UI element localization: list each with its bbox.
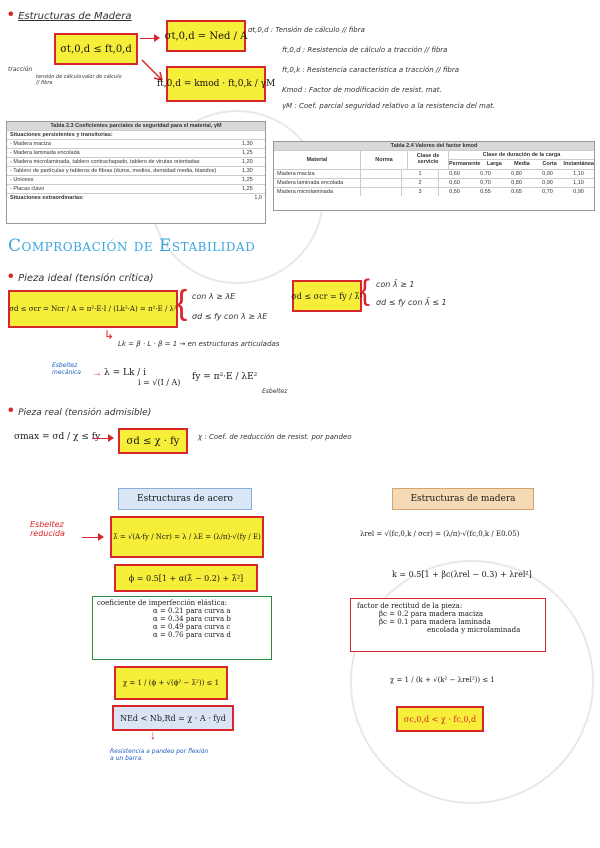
bullet: • (8, 6, 14, 23)
notes-list (248, 26, 598, 110)
col-clase: Clase de servicio (407, 151, 448, 169)
table-cell-value: 0,55 (480, 189, 491, 195)
table-row (7, 148, 265, 157)
col-norma: Norma (360, 151, 407, 169)
arrow: → (92, 368, 102, 379)
eq-main (54, 33, 138, 65)
note-item: ft,0,d : Resistencia de cálculo a tracción // fibra (282, 46, 448, 54)
table-rows (7, 139, 265, 193)
arrow (82, 537, 102, 538)
esbeltez-arrow: Esbeltez (262, 388, 288, 395)
table-cell-value: 1,10 (573, 180, 584, 186)
acero-eq4-text: NEd < Nb,Rd = χ · A · fyd (120, 713, 226, 723)
coef-item: α = 0.21 para curva a (153, 607, 231, 615)
table-cell-label: - Uniones (10, 177, 34, 183)
cond4: σd ≤ fy con λ̄ ≤ 1 (376, 298, 447, 307)
madera-header-text: Estructuras de madera (410, 494, 516, 504)
note-item: ft,0,k : Resistencia característica a tracción // fibra (282, 66, 459, 74)
acero-eq3-text: χ = 1 / (ϕ + √(ϕ² − λ̄²)) ≤ 1 (122, 679, 220, 687)
eq-lambda: λ = Lk / i (104, 368, 147, 378)
pieza-ideal-title: Pieza ideal (tensión crítica) (18, 273, 154, 284)
table-gamma-m (6, 121, 266, 224)
corner-arrow: ↳ (104, 328, 115, 342)
table-cell-label: - Madera laminada encolada (10, 150, 80, 156)
table-cell-value: 0,70 (480, 180, 491, 186)
note-item: γM : Coef. parcial seguridad relativo a la resistencia del mat. (282, 102, 496, 110)
table-kmod (273, 141, 595, 211)
madera-factor-box (350, 598, 546, 652)
table-cell-material: Madera microlaminada (277, 189, 333, 195)
table-cell-value: 0,70 (542, 189, 553, 195)
sub-col: Permanente (449, 161, 481, 167)
table-footer-label: Situaciones extraordinarias: (10, 195, 84, 201)
note-item: σt,0,d : Tensión de cálculo // fibra (248, 26, 365, 34)
madera-eq4-text: σc,0,d < χ · fc,0,d (403, 714, 477, 724)
table-row (7, 184, 265, 193)
coef-title: coeficiente de imperfección elástica: (97, 599, 228, 607)
table-cell-value: 0,60 (449, 180, 460, 186)
eq-sigma (166, 20, 246, 52)
bullet: • (8, 268, 14, 285)
acero-eq2-text: ϕ = 0.5[1 + α(λ̄ − 0.2) + λ̄²] (128, 573, 244, 583)
coef-list (153, 607, 267, 639)
eq-max: σmax = σd / χ ≤ fy (14, 432, 101, 442)
factor-line: βc = 0.2 para madera maciza (379, 610, 484, 618)
acero-side-label: Esbeltez reducida (30, 520, 65, 538)
table-cell-clase: 1 (401, 170, 438, 178)
eq-critica (8, 290, 178, 328)
table-head (274, 150, 594, 169)
eq-box (118, 428, 188, 454)
madera-eq2: k = 0.5[1 + βc(λrel − 0.3) + λrel²] (392, 570, 532, 579)
coef-item: α = 0.76 para curva d (153, 631, 231, 639)
section1-title: Estructuras de Madera (18, 11, 132, 22)
table-cell-value: 1,30 (242, 141, 253, 147)
acero-header-text: Estructuras de acero (137, 494, 233, 504)
pieza-real-title: Pieza real (tensión admisible) (18, 408, 152, 418)
madera-header (392, 488, 534, 510)
note-item: Kmod : Factor de modificación de resist. mat. (282, 86, 442, 94)
table-cell-value: 1,25 (242, 177, 253, 183)
label-traccion: tracción (8, 66, 33, 73)
acero-eq1-text: λ̄ = √(A·fy / Ncr) = λ / λE = (λ/π)·√(fy / E) (113, 533, 261, 541)
table-cell-value: 1,30 (242, 168, 253, 174)
acero-eq1 (110, 516, 264, 558)
coef-item: α = 0.34 para curva b (153, 615, 231, 623)
eq-main-text: σt,0,d ≤ ft,0,d (60, 43, 132, 55)
table-footer-value: 1,0 (254, 195, 262, 201)
eq-right-text: σd ≤ σcr = fy / λ̄² (291, 291, 363, 301)
cond3: con λ̄ ≥ 1 (376, 280, 415, 289)
table-cell-value: 0,60 (449, 171, 460, 177)
chi-note: χ : Coef. de reducción de resist. por pandeo (198, 433, 352, 441)
eq-sigma-text: σt,0,d = Ned / A (164, 30, 248, 42)
sub-col: Corta (542, 161, 557, 167)
table-cell-value: 1,25 (242, 186, 253, 192)
eq-box-text: σd ≤ χ · fy (126, 435, 180, 447)
sub-cols (449, 159, 594, 168)
col-duracion-group (448, 151, 594, 169)
acero-eq2 (114, 564, 258, 592)
section2-title: Comprobación de Estabilidad (8, 236, 256, 256)
acero-bottom-note: Resistencia a pandeo por flexión a un barra. (110, 748, 209, 762)
table-cell-value: 1,25 (242, 150, 253, 156)
table-cell-values (438, 188, 594, 196)
arrow (140, 38, 158, 39)
table-caption: Tabla 2.3 Coeficientes parciales de seguridad para el material, γM (7, 122, 265, 130)
bullet: • (8, 402, 14, 419)
col-material: Material (306, 157, 328, 163)
table-cell-value: 0,90 (542, 171, 553, 177)
factor-line: encolada y microlaminada (427, 626, 521, 634)
factor-line: βc = 0.1 para madera laminada (379, 618, 491, 626)
table-cell-value: 0,90 (573, 189, 584, 195)
lk-note: Lk = β · L · β = 1 → en estructuras articuladas (118, 340, 280, 348)
table-rows (274, 169, 594, 196)
table-cell-clase: 2 (401, 179, 438, 187)
label-valor: valor de cálculo (82, 74, 122, 80)
table-cell-label: - Madera microlaminada, tablero contrachapado, tablero de virutas orientadas (10, 159, 200, 165)
table-cell-norma (360, 179, 401, 187)
table-cell-norma (360, 170, 401, 178)
table-cell-value: 0,65 (511, 189, 522, 195)
table-cell-values (438, 170, 594, 178)
table-row (7, 175, 265, 184)
sub-col: Instantánea (563, 161, 594, 167)
brace: { (176, 284, 188, 322)
table-cell-value: 0,50 (449, 189, 460, 195)
coef-item: α = 0.49 para curva c (153, 623, 231, 631)
table-cell-material: Madera maciza (277, 171, 315, 177)
table-row (7, 139, 265, 148)
acero-eq4 (112, 705, 234, 731)
esbeltez-label: Esbeltez mecánica (52, 362, 81, 376)
table-cell-value: 0,70 (480, 171, 491, 177)
table-cell-value: 0,80 (511, 180, 522, 186)
table-cell-value: 0,80 (511, 171, 522, 177)
sub-col: Larga (486, 161, 502, 167)
madera-eq3: χ = 1 / (k + √(k² − λrel²)) ≤ 1 (390, 676, 495, 684)
table-cell-label: - Madera maciza (10, 141, 51, 147)
label-tension-calc: tensión de cálculo // fibra (36, 74, 82, 86)
eq-critica-text: σd ≤ σcr = Ncr / A = π²·E·I / (Lk²·A) = π²·E / λ² (9, 305, 177, 313)
table-cell-value: 1,20 (242, 159, 253, 165)
table-cell-label: - Tablero de partículas y tableros de fibras (duros, medios, densidad media, blandos) (10, 168, 217, 174)
factor-title: factor de rectitud de la pieza: (357, 602, 463, 610)
eq-fy: fy = π²·E / λE² (192, 372, 258, 382)
eq-right (292, 280, 362, 312)
table-cell-clase: 3 (401, 188, 438, 196)
eq-f-text: ft,0,d = kmod · ft,0,k / γM (156, 79, 276, 89)
table-row (274, 178, 594, 187)
table-cell-norma (360, 188, 401, 196)
table-footer (7, 193, 265, 202)
madera-eq1: λrel = √(fc,0,k / σcr) = (λ/π)·√(fc,0,k / E0.05) (360, 530, 520, 538)
pieza-ideal-row (8, 268, 154, 286)
table-cell-material: Madera laminada encolada (277, 180, 344, 186)
cond2: σd ≤ fy con λ ≥ λE (192, 312, 268, 321)
madera-eq4 (396, 706, 484, 732)
table-row (7, 157, 265, 166)
table-cell-values (438, 179, 594, 187)
arrow (92, 438, 112, 439)
col-duracion: Clase de duración de la carga (482, 152, 561, 158)
acero-eq3 (114, 666, 228, 700)
sub-col: Media (514, 161, 530, 167)
pieza-real-row (8, 402, 151, 420)
brace: { (360, 274, 371, 307)
cond1: con λ ≥ λE (192, 292, 236, 301)
table-cell-label: - Placas clavo (10, 186, 45, 192)
table-row (274, 169, 594, 178)
section1-title-row (8, 6, 132, 24)
table-cell-value: 1,10 (573, 171, 584, 177)
acero-coef-box (92, 596, 272, 660)
eq-i: i = √(I / A) (138, 378, 181, 387)
table-heading: Situaciones persistentes y transitorias: (7, 130, 265, 139)
acero-header (118, 488, 252, 510)
table-row (7, 166, 265, 175)
table-caption: Tabla 2.4 Valores del factor kmod (274, 142, 594, 150)
arrow-down: ↓ (150, 728, 156, 742)
table-row (274, 187, 594, 196)
table-cell-value: 0,90 (542, 180, 553, 186)
